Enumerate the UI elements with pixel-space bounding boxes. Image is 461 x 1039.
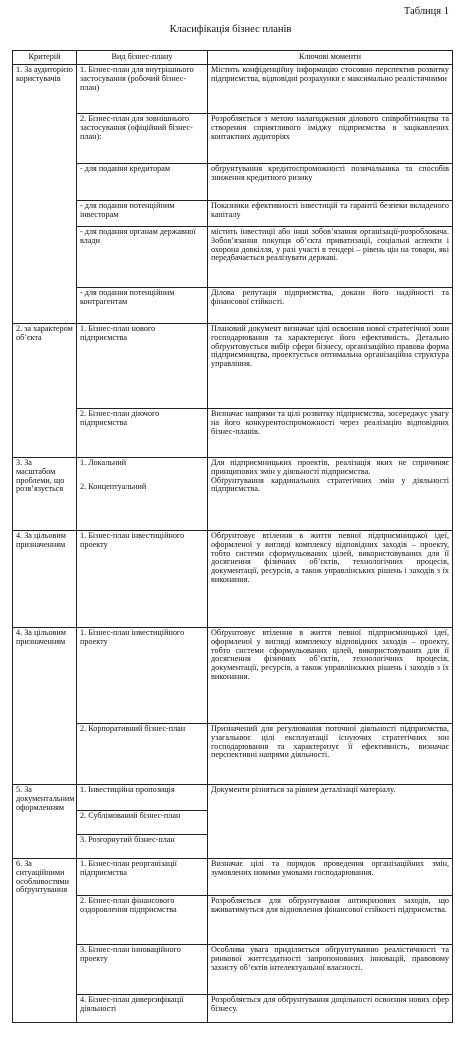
table-row	[13, 64, 453, 113]
plan-type-local: 1. Локальний	[80, 457, 127, 467]
plan-type-cell: 3. Бізнес-план інноваційного проекту	[77, 944, 208, 994]
key-points-cell: Розробляється для обґрунтування антикризових заходів, що вживатимуться для відновлення фінансової стійкості підприємства.	[208, 895, 453, 944]
key-points-cell: Обґрунтовує втілення в життя певної підприємницької ідеї, оформленої у вигляді комплексу відповідних заходів – проекту, тобто системи сформульованих цілей, використовуваних для її досягнення фізичних об’єктів, технологічних процесів, документації, ресурсів, а також управлінських рішень і заходів з їх виконання.	[208, 530, 453, 627]
table-row	[13, 226, 453, 287]
table-row	[13, 627, 453, 723]
table-row	[13, 895, 453, 944]
plan-type-cell: 4. Бізнес-план диверсифікації діяльності	[77, 994, 208, 1022]
table-row	[13, 994, 453, 1022]
criterion-cell: 2. за характером об’єкта	[13, 323, 77, 457]
header-key-points: Ключові моменти	[208, 51, 453, 65]
table-row	[13, 858, 453, 895]
plan-type-cell: 2. Корпоративний бізнес-план	[77, 723, 208, 784]
criterion-cell: 3. За масштабом проблеми, що розв’язується	[13, 457, 77, 530]
plan-type-cell: - для подання кредиторам	[77, 163, 208, 200]
table-row	[13, 723, 453, 784]
key-points-cell: Показники ефективності інвестицій та гарантії безпеки вкладеного капіталу	[208, 200, 453, 226]
key-points-cell: Розробляється з метою налагодження ділового співробітництва та створення сприятливого іміджу підприємства в зацікавлених контактних аудиторіях	[208, 113, 453, 163]
table-row	[13, 408, 453, 457]
key-points-cell: Розробляється для обґрунтування доцільності освоєння нових сфер бізнесу.	[208, 994, 453, 1022]
plan-type-conceptual: 2. Концептуальний	[80, 481, 147, 491]
key-points-cell: Плановий документ визначає цілі освоєння нової стратегічної зони господарювання та характеризує його ефективність. Детально обґрунтовується вибір сфери бізнесу, організаційно правова форма підприємництва, проектується оптимальна організаційна структура управління.	[208, 323, 453, 408]
plan-type-cell: 1. Бізнес-план інвестиційного проекту	[77, 627, 208, 723]
key-points-cell: Визначає напрями та цілі розвитку підприємства, зосереджує увагу на його конкурентоспроможності через реалізацію відповідних бізнес-планів.	[208, 408, 453, 457]
table-row	[13, 530, 453, 627]
plan-type-cell: 1. Бізнес-план інвестиційного проекту	[77, 530, 208, 627]
key-points-cell: Призначений для регулювання поточної діяльності підприємства, узагальнює цілі експлуатації існуючих стратегічних зон господарювання та характеризує її ефективність, визначає перспективні напрями діяльності.	[208, 723, 453, 784]
plan-type-cell	[77, 457, 208, 530]
criterion-cell: 5. За документальним оформленням	[13, 784, 77, 858]
header-criterion: Критерій	[13, 51, 77, 65]
table-row	[13, 163, 453, 200]
key-points-cell: обґрунтування кредитоспроможності позичальника та способів зниження кредитного ризику	[208, 163, 453, 200]
plan-type-cell: 1. Бізнес-план нового підприємства	[77, 323, 208, 408]
header-row	[13, 51, 453, 65]
plan-type-cell: 2. Сублімований бізнес-план	[77, 810, 208, 834]
key-points-cell: Ділова репутація підприємства, докази його надійності та фінансової стійкості.	[208, 287, 453, 323]
plan-type-cell: - для подання органам державної влади	[77, 226, 208, 287]
plan-type-cell: - для подання потенційним інвесторам	[77, 200, 208, 226]
plan-type-cell: 2. Бізнес-план для зовнішнього застосування (офіційний бізнес-план):	[77, 113, 208, 163]
plan-type-cell: 1. Бізнес-план для внутрішнього застосування (робочий бізнес-план)	[77, 64, 208, 113]
plan-type-cell: 3. Розгорнутий бізнес-план	[77, 834, 208, 858]
business-plan-classification-table	[12, 50, 453, 1023]
table-row	[13, 323, 453, 408]
key-points-cell: Обґрунтовує втілення в життя певної підприємницької ідеї, оформленої у вигляді комплексу відповідних заходів – проекту, тобто системи сформульованих цілей, використовуваних для її досягнення фізичних об’єктів, технологічних процесів, документації, ресурсів, а також управлінських рішень і заходів з їх виконання.	[208, 627, 453, 723]
table-row	[13, 944, 453, 994]
plan-type-cell: 1. Інвестиційна пропозиція	[77, 784, 208, 810]
key-points-conceptual: Обґрунтування кардинальних стратегічних змін у діяльності підприємства.	[211, 475, 449, 494]
table-row	[13, 287, 453, 323]
key-points-local: Для підприємницьких проектів, реалізація яких не спричиняє принципових змін у діяльності підприємства.	[211, 457, 449, 476]
key-points-cell: Містить конфіденційну інформацію стосовно перспектив розвитку підприємства, відповідні розрахунки є максимально реалістичними	[208, 64, 453, 113]
key-points-cell: Документи різняться за рівнем деталізації матеріалу.	[208, 784, 453, 858]
plan-type-cell: 2. Бізнес-план фінансового оздоровлення підприємства	[77, 895, 208, 944]
key-points-cell: Особлива увага приділяється обґрунтуванню реалістичності та ринкової життєздатності запропонованих інновацій, правовому захисту об’єктів інтелектуальної власності.	[208, 944, 453, 994]
criterion-cell: 4. За цільовим призначенням	[13, 530, 77, 627]
plan-type-cell: 2. Бізнес-план діючого підприємства	[77, 408, 208, 457]
criterion-cell: 6. За ситуаційними особливостями обґрунтування	[13, 858, 77, 1022]
key-points-cell: містить інвестиції або інші зобов’язання організації-розробловача. Зобов’язання покупця об’єкта приватизації, соціальні аспекти і охорона довкілля, у разі участі в тендері – рівень цін на товари, які передбачається реалізувати державі.	[208, 226, 453, 287]
table-caption: Класифікація бізнес планів	[169, 24, 292, 35]
plan-type-cell: 1. Бізнес-план реорганізації підприємства	[77, 858, 208, 895]
key-points-cell	[208, 457, 453, 530]
key-points-cell: Визначає цілі та порядок проведення організаційних змін, зумовлених новими умовами господарювання.	[208, 858, 453, 895]
table-row	[13, 113, 453, 163]
plan-type-cell: - для подання потенційним контрагентам	[77, 287, 208, 323]
header-plan-type: Вид бізнес-плану	[77, 51, 208, 65]
criterion-cell: 4. За цільовим призначенням	[13, 627, 77, 784]
table-number: Таблиця 1	[403, 6, 449, 17]
table-row	[13, 200, 453, 226]
table-row	[13, 784, 453, 810]
table-row	[13, 457, 453, 530]
criterion-cell: 1. За аудиторією користувачів	[13, 64, 77, 323]
